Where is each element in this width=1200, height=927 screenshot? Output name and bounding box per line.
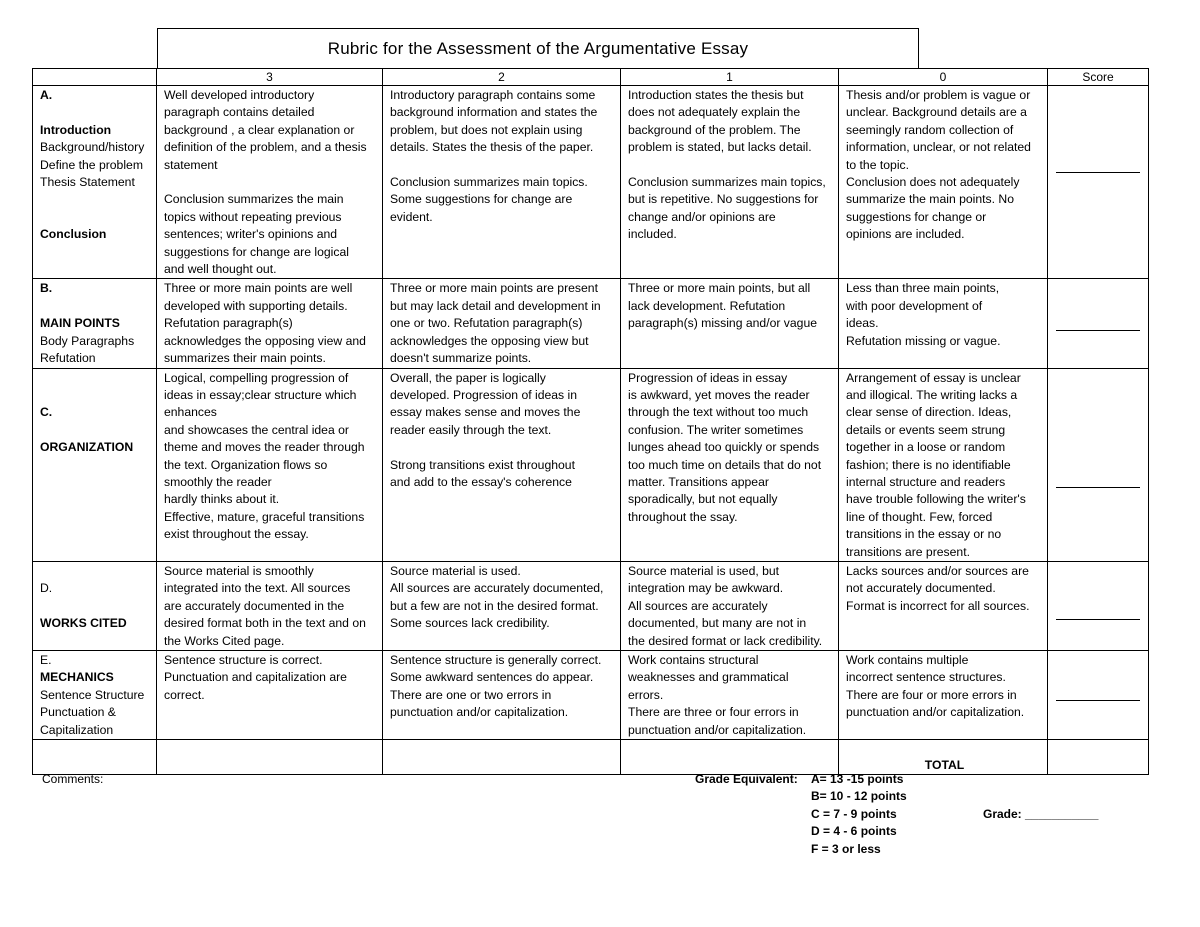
criteria-cell <box>33 368 157 561</box>
header-cell-1: 1 <box>621 69 839 86</box>
header-cell-2: 2 <box>383 69 621 86</box>
grade-scale <box>811 771 907 858</box>
criteria-line: WORKS CITED <box>40 616 127 631</box>
level-0-cell: Arrangement of essay is unclear and illogical. The writing lacks a clear sense of direction. Ideas, details or events seem strung together in a loose or random fashion; there is no identifiable internal structure and readers have trouble following the writer's line of thought. Few, forced transitions in the essay or no transitions are present. <box>839 368 1048 561</box>
grade-scale-item: F = 3 or less <box>811 841 881 856</box>
grade-field[interactable]: Grade: ___________ <box>983 807 1099 821</box>
score-cell[interactable] <box>1048 561 1149 650</box>
criteria-line: A. <box>40 88 53 102</box>
level-3-cell: Sentence structure is correct. Punctuation and capitalization are correct. <box>157 651 383 740</box>
criteria-line: B. <box>40 281 53 296</box>
score-cell[interactable] <box>1048 279 1149 368</box>
grade-scale-item: C = 7 - 9 points <box>811 806 897 821</box>
total-label: TOTAL <box>839 740 1048 775</box>
rubric-title: Rubric for the Assessment of the Argumentative Essay <box>157 28 919 68</box>
level-2-cell: Sentence structure is generally correct. Some awkward sentences do appear. There are one or two errors in punctuation and/or capitalization. <box>383 651 621 740</box>
score-blank-line <box>1056 700 1140 701</box>
comments-label: Comments: <box>42 772 104 786</box>
level-2-cell: Introductory paragraph contains some background information and states the problem, but does not explain using details. States the thesis of the paper. Conclusion summarizes main topics. Some suggestions for change are evident. <box>383 86 621 279</box>
total-score-cell[interactable] <box>1048 740 1149 775</box>
criteria-line <box>40 209 152 226</box>
criteria-cell <box>33 561 157 650</box>
level-0-cell: Lacks sources and/or sources are not accurately documented. Format is incorrect for all sources. <box>839 561 1048 650</box>
level-1-cell: Work contains structural weaknesses and grammatical errors. There are three or four errors in punctuation and/or capitalization. <box>621 651 839 740</box>
criteria-cell <box>33 86 157 279</box>
criteria-line: Refutation <box>40 351 96 366</box>
total-row <box>33 740 1149 775</box>
criteria-line: MAIN POINTS <box>40 316 120 331</box>
score-cell[interactable] <box>1048 86 1149 279</box>
criteria-line: C. <box>40 405 53 420</box>
criteria-line <box>40 298 152 315</box>
header-cell-0: 0 <box>839 69 1048 86</box>
criteria-line: Sentence Structure <box>40 687 145 702</box>
level-2-cell: Three or more main points are present but may lack detail and development in one or two. Refutation paragraph(s) acknowledges the opposing view but doesn't summarize points. <box>383 279 621 368</box>
criteria-line: Background/history <box>40 140 145 155</box>
criteria-line <box>40 104 152 121</box>
criteria-line: Define the problem <box>40 157 143 172</box>
total-row-empty-cell <box>621 740 839 775</box>
score-blank-line <box>1056 619 1140 620</box>
criteria-cell <box>33 279 157 368</box>
level-1-cell: Progression of ideas in essay is awkward, yet moves the reader through the text without too much confusion. The writer sometimes lunges ahead too quickly or spends too much time on details that do not matter. Transitions appear sporadically, but not equally throughout the ssay. <box>621 368 839 561</box>
score-cell[interactable] <box>1048 368 1149 561</box>
level-2-cell: Overall, the paper is logically developed. Progression of ideas in essay makes sense and moves the reader easily through the text. Strong transitions exist throughout and add to the essay's coherence <box>383 368 621 561</box>
criteria-line: Thesis Statement <box>40 175 135 190</box>
rubric-row-introduction <box>33 86 1149 279</box>
level-3-cell: Source material is smoothly integrated into the text. All sources are accurately documented in the desired format both in the text and on the Works Cited page. <box>157 561 383 650</box>
criteria-line: ORGANIZATION <box>40 440 134 455</box>
level-1-cell: Three or more main points, but all lack development. Refutation paragraph(s) missing and/or vague <box>621 279 839 368</box>
level-0-cell: Less than three main points, with poor development of ideas. Refutation missing or vague. <box>839 279 1048 368</box>
score-blank-line <box>1056 172 1140 173</box>
header-cell-3: 3 <box>157 69 383 86</box>
criteria-line <box>40 422 152 439</box>
criteria-line: E. <box>40 653 52 667</box>
grade-equivalent-label: Grade Equivalent: <box>695 772 798 786</box>
criteria-line: Conclusion <box>40 227 107 242</box>
criteria-line: Punctuation & <box>40 705 116 720</box>
score-blank-line <box>1056 330 1140 331</box>
rubric-row-mechanics <box>33 651 1149 740</box>
total-row-empty-cell <box>383 740 621 775</box>
total-row-empty-cell <box>33 740 157 775</box>
level-1-cell: Introduction states the thesis but does not adequately explain the background of the problem. The problem is stated, but lacks detail. Conclusion summarizes main topics, but is repetitive. No suggestions for change and/or opinions are included. <box>621 86 839 279</box>
rubric-row-organization <box>33 368 1149 561</box>
header-cell-criteria <box>33 69 157 86</box>
header-cell-score: Score <box>1048 69 1149 86</box>
criteria-line: Introduction <box>40 122 112 137</box>
grade-scale-item: D = 4 - 6 points <box>811 824 897 839</box>
rubric-row-main-points <box>33 279 1149 368</box>
level-3-cell: Well developed introductory paragraph contains detailed background , a clear explanation or definition of the problem, and a thesis statement Conclusion summarizes the main topics without repeating previous sentences; writer's opinions and suggestions for change are logical and well thought out. <box>157 86 383 279</box>
grade-scale-item: B= 10 - 12 points <box>811 789 907 804</box>
score-blank-line <box>1056 487 1140 488</box>
criteria-line: MECHANICS <box>40 670 114 685</box>
level-0-cell: Thesis and/or problem is vague or unclear. Background details are a seemingly random collection of information, unclear, or not related to the topic. Conclusion does not adequately summarize the main points. No suggestions for change or opinions are included. <box>839 86 1048 279</box>
criteria-line <box>40 191 152 208</box>
criteria-line <box>40 598 152 615</box>
level-0-cell: Work contains multiple incorrect sentence structures. There are four or more errors in punctuation and/or capitalization. <box>839 651 1048 740</box>
level-3-cell: Three or more main points are well developed with supporting details. Refutation paragraph(s) acknowledges the opposing view and summarizes their main points. <box>157 279 383 368</box>
grade-scale-item: A= 13 -15 points <box>811 772 904 786</box>
criteria-line <box>40 563 152 580</box>
level-2-cell: Source material is used. All sources are accurately documented, but a few are not in the desired format. Some sources lack credibility. <box>383 561 621 650</box>
criteria-line: D. <box>40 581 53 596</box>
total-row-empty-cell <box>157 740 383 775</box>
rubric-table <box>32 68 1149 775</box>
criteria-line: Capitalization <box>40 722 114 737</box>
criteria-line <box>40 387 152 404</box>
criteria-cell <box>33 651 157 740</box>
criteria-line <box>40 370 152 387</box>
criteria-line: Body Paragraphs <box>40 333 135 348</box>
header-row <box>33 69 1149 86</box>
rubric-row-works-cited <box>33 561 1149 650</box>
level-3-cell: Logical, compelling progression of ideas in essay;clear structure which enhances and showcases the central idea or theme and moves the reader through the text. Organization flows so smoothly the reader hardly thinks about it. Effective, mature, graceful transitions exist throughout the essay. <box>157 368 383 561</box>
score-cell[interactable] <box>1048 651 1149 740</box>
level-1-cell: Source material is used, but integration may be awkward. All sources are accurately documented, but many are not in the desired format or lack credibility. <box>621 561 839 650</box>
